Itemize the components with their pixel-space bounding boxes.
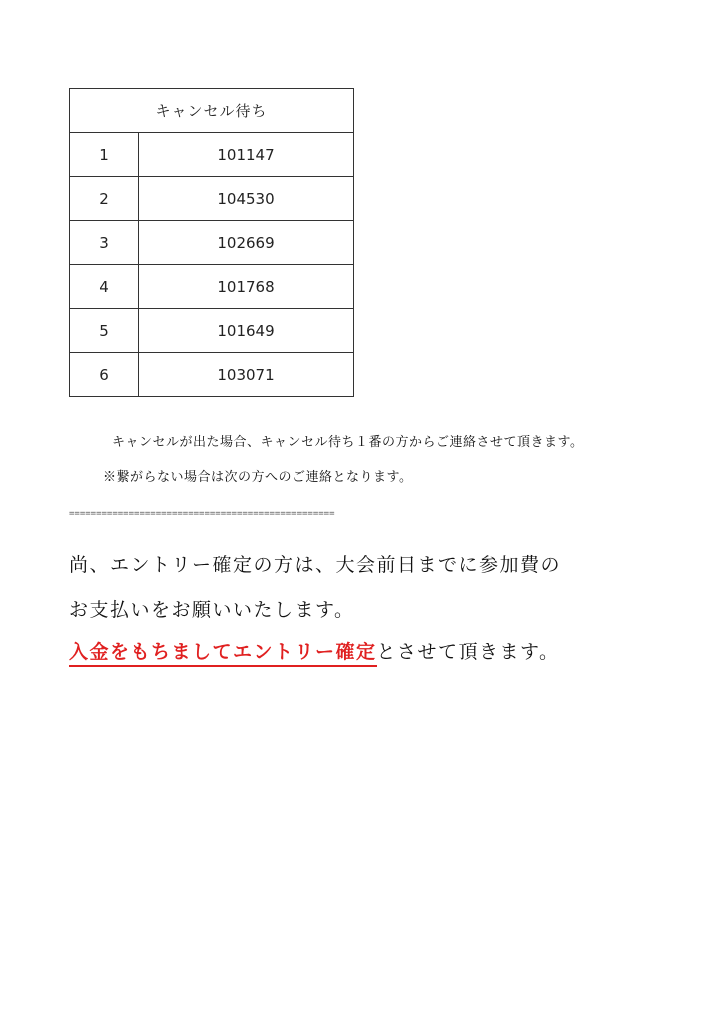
- rank-cell: 6: [70, 353, 139, 397]
- table-row: [70, 309, 354, 353]
- entry-number-cell: 101649: [139, 309, 354, 353]
- table-row: [70, 353, 354, 397]
- rank-cell: 1: [70, 133, 139, 177]
- payment-notice-line-1: 尚、エントリー確定の方は、大会前日までに参加費の: [69, 554, 562, 576]
- table-row: [70, 265, 354, 309]
- unreachable-note: ※繋がらない場合は次の方へのご連絡となります。: [103, 470, 413, 485]
- rank-cell: 4: [70, 265, 139, 309]
- entry-number-cell: 103071: [139, 353, 354, 397]
- entry-number-cell: 104530: [139, 177, 354, 221]
- table-row: [70, 221, 354, 265]
- entry-number-cell: 101768: [139, 265, 354, 309]
- entry-number-cell: 101147: [139, 133, 354, 177]
- cancellation-note: キャンセルが出た場合、キャンセル待ち１番の方からご連絡させて頂きます。: [112, 435, 584, 450]
- rank-cell: 3: [70, 221, 139, 265]
- payment-notice-line-3: [69, 637, 560, 664]
- table-header: キャンセル待ち: [70, 89, 354, 133]
- entry-number-cell: 102669: [139, 221, 354, 265]
- waitlist-table: [69, 88, 354, 397]
- rank-cell: 2: [70, 177, 139, 221]
- table-row: [70, 133, 354, 177]
- separator-line: =================================================: [69, 509, 335, 519]
- entry-confirmation-emphasis: 入金をもちましてエントリー確定: [69, 641, 377, 667]
- table-header-row: [70, 89, 354, 133]
- rank-cell: 5: [70, 309, 139, 353]
- table-row: [70, 177, 354, 221]
- payment-notice-line-2: お支払いをお願いいたします。: [69, 599, 355, 621]
- payment-notice-line-3-rest: とさせて頂きます。: [376, 641, 560, 663]
